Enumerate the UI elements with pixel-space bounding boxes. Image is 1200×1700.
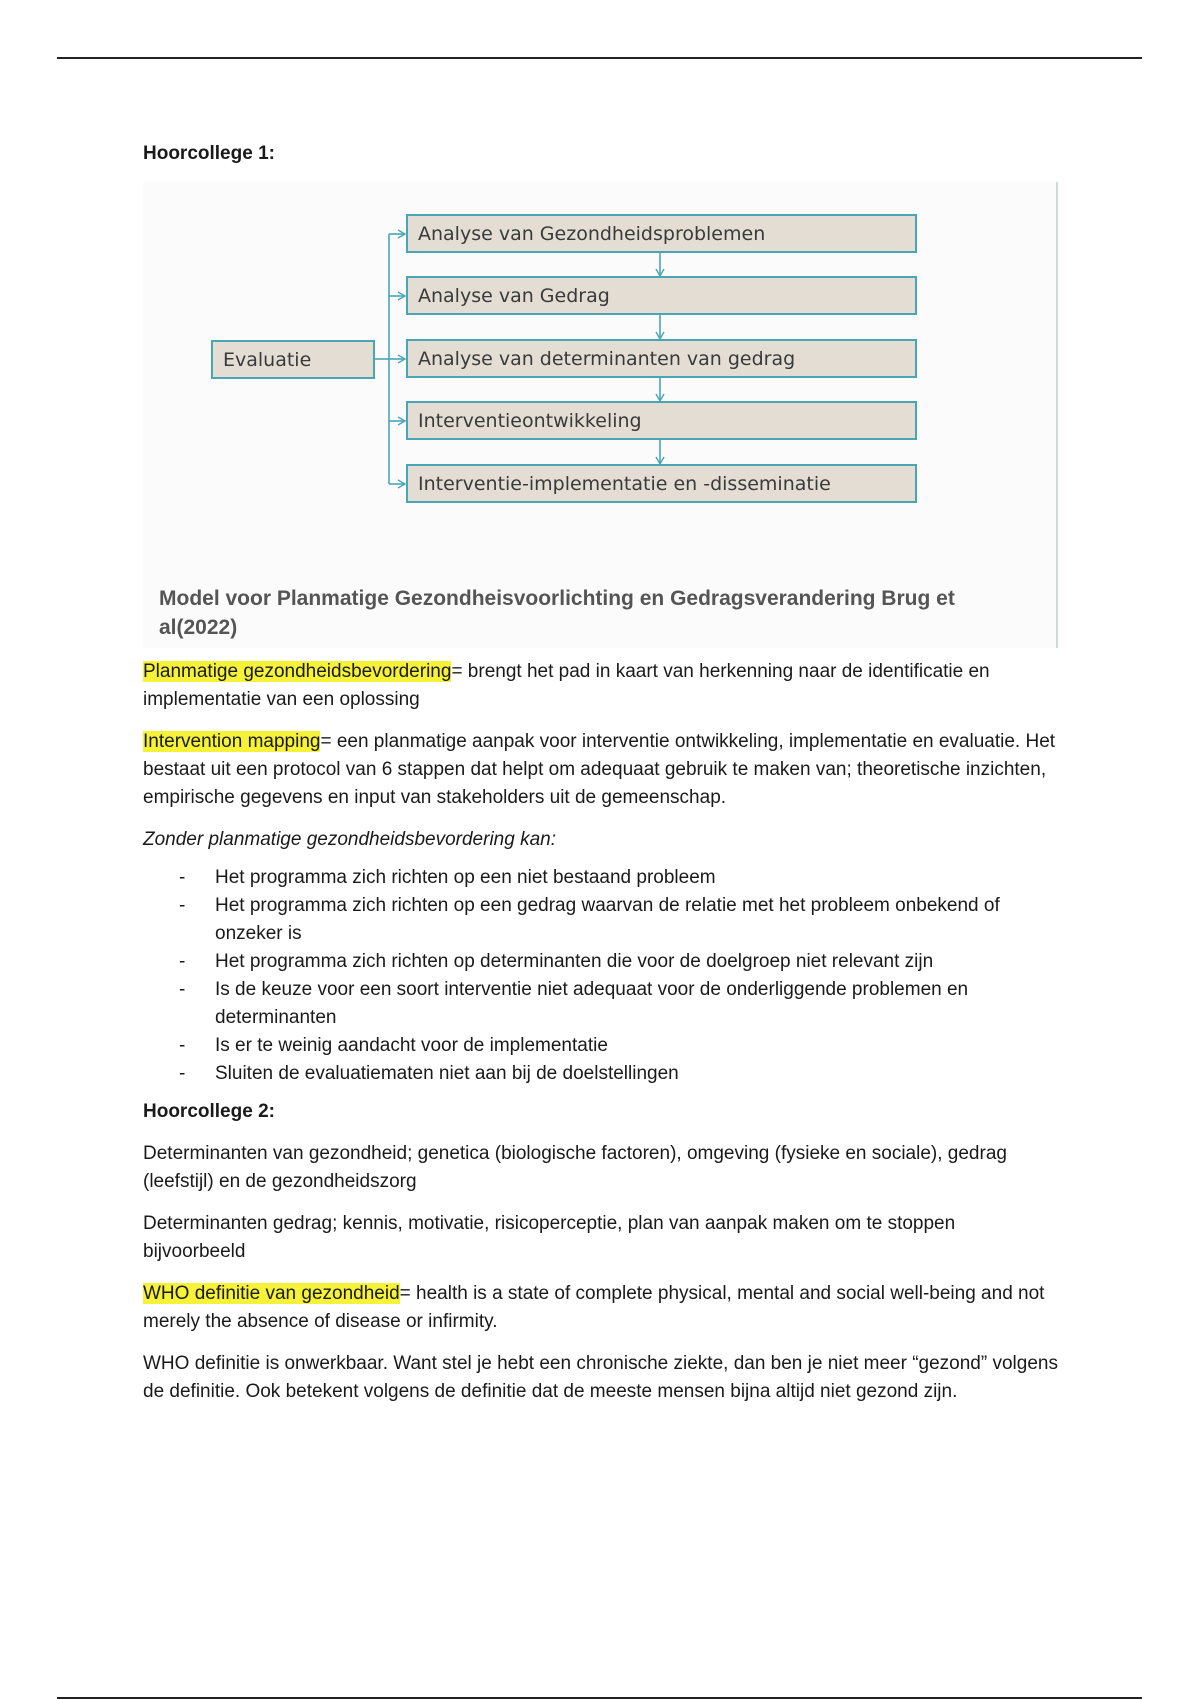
bullet-list [143, 864, 1058, 1088]
list-item: - Het programma zich richten op determinanten die voor de doelgroep niet relevant zijn [215, 948, 1058, 976]
definition-intervention-mapping [143, 728, 1058, 812]
document-body [143, 140, 1058, 1406]
heading-hoorcollege-2: Hoorcollege 2: [143, 1101, 275, 1122]
definition-planmatige [143, 658, 1058, 714]
step-box-4 [407, 402, 916, 439]
figure-border-line [1056, 182, 1058, 648]
list-item: - Is de keuze voor een soort interventie niet adequaat voor de onderliggende problemen en determinanten [215, 976, 1058, 1032]
highlight-term: WHO definitie van gezondheid [143, 1283, 400, 1304]
paragraph-determinanten-gedrag: Determinanten gedrag; kennis, motivatie, risicoperceptie, plan van aanpak maken om te stoppen bijvoorbeeld [143, 1213, 956, 1262]
diagram-caption: Model voor Planmatige Gezondheisvoorlichting en Gedragsverandering Brug et al(2022) [159, 587, 955, 639]
highlight-term: Intervention mapping [143, 731, 321, 752]
definition-text: = health is a state of complete physical, mental and social well-being and not merely the absence of disease or infirmity. [143, 1283, 1045, 1332]
planning-model-diagram [143, 182, 1058, 648]
diagram-svg [143, 182, 1056, 648]
paragraph-determinanten-gezondheid: Determinanten van gezondheid; genetica (biologische factoren), omgeving (fysieke en sociale), gedrag (leefstijl) en de gezondheidszorg [143, 1143, 1007, 1192]
paragraph-who-critique: WHO definitie is onwerkbaar. Want stel je hebt een chronische ziekte, dan ben je niet meer “gezond” volgens de definitie. Ook betekent volgens de definitie dat de meeste mensen bijna altijd niet gezond zijn. [143, 1353, 1058, 1402]
definition-who [143, 1280, 1058, 1336]
step-box-3 [407, 340, 916, 377]
step-box-5 [407, 465, 916, 502]
top-rule [57, 57, 1142, 59]
step-label-5: Interventie-implementatie en -disseminatie [418, 473, 831, 495]
definition-text: = brengt het pad in kaart van herkenning naar de identificatie en implementatie van een oplossing [143, 661, 990, 710]
list-intro: Zonder planmatige gezondheidsbevordering kan: [143, 829, 556, 850]
step-label-2: Analyse van Gedrag [418, 285, 610, 307]
step-box-2 [407, 277, 916, 314]
step-box-1 [407, 215, 916, 252]
definition-text: = een planmatige aanpak voor interventie ontwikkeling, implementatie en evaluatie. Het bestaat uit een protocol van 6 stappen dat helpt om adequaat gebruik te maken van; theoretische inzichten, empirische gegevens en input van stakeholders uit de gemeenschap. [143, 731, 1056, 808]
list-item: - Sluiten de evaluatiematen niet aan bij de doelstellingen [215, 1060, 1058, 1088]
evaluation-box [212, 341, 374, 378]
heading-hoorcollege-1: Hoorcollege 1: [143, 143, 275, 164]
step-label-1: Analyse van Gezondheidsproblemen [418, 223, 766, 245]
step-label-4: Interventieontwikkeling [418, 410, 642, 432]
list-item: - Het programma zich richten op een gedrag waarvan de relatie met het probleem onbekend of onzeker is [215, 892, 1058, 948]
highlight-term: Planmatige gezondheidsbevordering [143, 661, 452, 682]
list-item: - Is er te weinig aandacht voor de implementatie [215, 1032, 1058, 1060]
step-label-3: Analyse van determinanten van gedrag [418, 348, 796, 370]
list-item: - Het programma zich richten op een niet bestaand probleem [215, 864, 1058, 892]
bottom-rule [57, 1697, 1142, 1699]
evaluation-label: Evaluatie [223, 349, 312, 371]
